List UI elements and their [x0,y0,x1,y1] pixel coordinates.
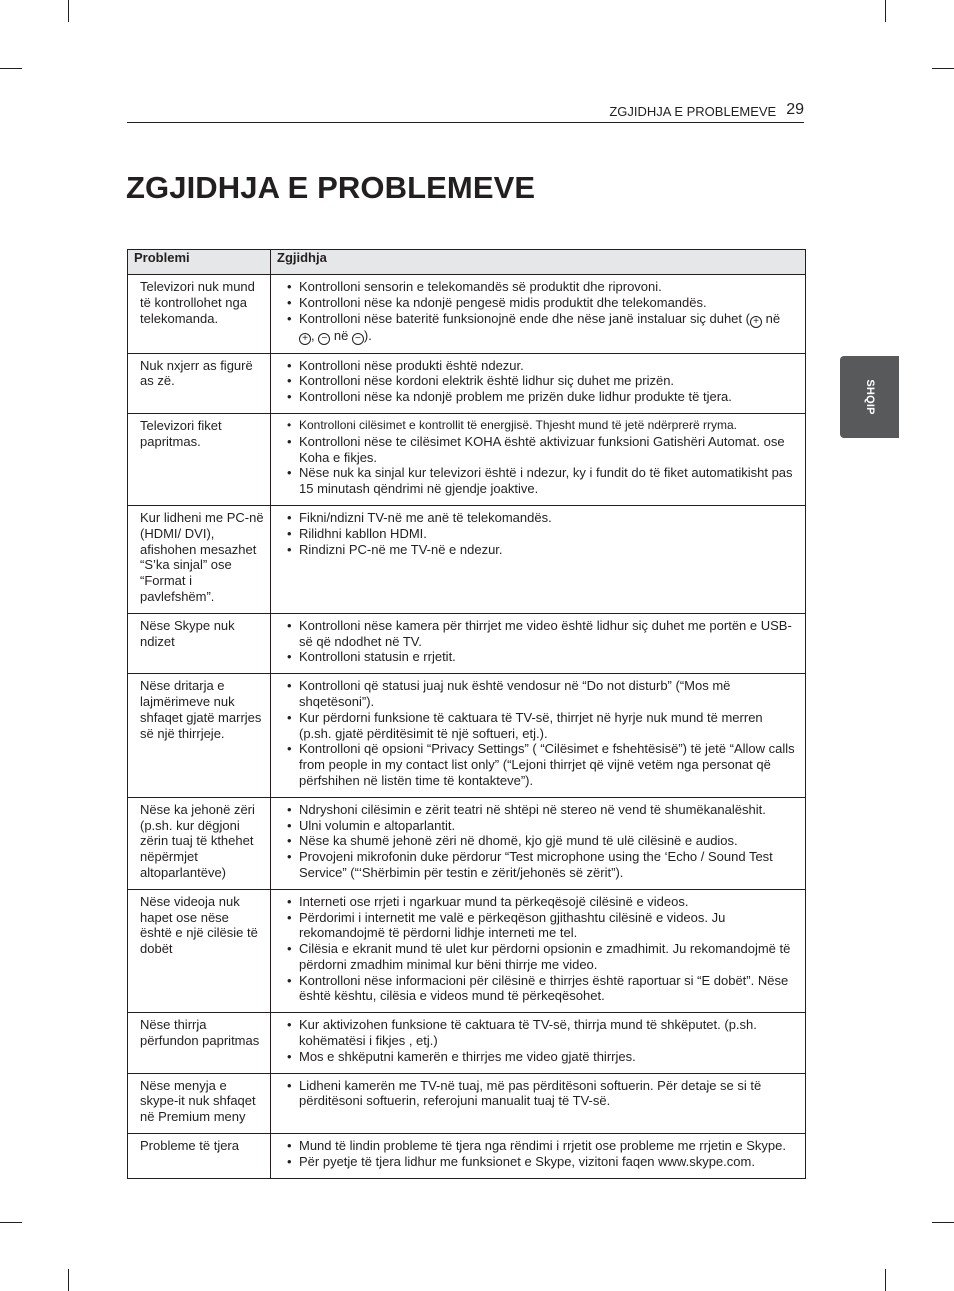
solution-list [285,1138,795,1170]
table-row [128,413,806,505]
solution-item: • Cilësia e ekranit mund të ulet kur përdorni opsionin e zmadhimit. Ju rekomandojmë të përdorni zmadhim minimal kur bëni thirrje me video. [285,941,795,973]
solution-item: • Ulni volumin e altoparlantit. [285,818,795,834]
solution-item: • Përdorimi i internetit me valë e përkeqëson gjithashtu cilësinë e videos. Ju rekomandojmë të përdorni lidhje interneti me tel. [285,910,795,942]
solution-item: • Nëse ka shumë jehonë zëri në dhomë, kjo gjë mund të ulë cilësinë e audios. [285,833,795,849]
solution-item: • Rindizni PC-në me TV-në e ndezur. [285,542,795,558]
page-title: ZGJIDHJA E PROBLEMEVE [126,170,536,205]
table-row [128,797,806,889]
table-header-row [128,250,806,275]
solution-cell [271,505,806,613]
solution-item: • Rilidhni kabllon HDMI. [285,526,795,542]
table-row [128,505,806,613]
solution-cell [271,1073,806,1133]
solution-item: • Për pyetje të tjera lidhur me funksionet e Skype, vizitoni faqen www.skype.com. [285,1154,795,1170]
solution-list [285,279,795,345]
battery-word: në [330,327,352,343]
solution-item: • Interneti ose rrjeti i ngarkuar mund ta përkeqësojë cilësinë e videos. [285,894,795,910]
language-side-tab [840,356,899,438]
solution-item: • Kontrolloni që statusi juaj nuk është vendosur në “Do not disturb” (“Mos më shqetësoni”). [285,678,795,710]
solution-list [285,894,795,1005]
solution-cell [271,275,806,354]
solution-cell [271,413,806,505]
table-row [128,1073,806,1133]
solution-item: • Kontrolloni sensorin e telekomandës së produktit dhe riprovoni. [285,279,795,295]
solution-list [285,1078,795,1110]
problem-cell: Probleme të tjera [128,1134,271,1179]
minus-circle-icon: − [318,333,330,345]
solution-list [285,418,795,497]
solution-item: • Ndryshoni cilësimin e zërit teatri në shtëpi në stereo në vend të shumëkanalëshit. [285,802,795,818]
solution-item: • Kur aktivizohen funksione të caktuara të TV-së, thirrja mund të shkëputet. (p.sh. kohëmatësi i fikjes , etj.) [285,1017,795,1049]
battery-comma: , [311,327,319,343]
solution-cell [271,1013,806,1073]
problem-cell: Nëse dritarja e lajmërimeve nuk shfaqet gjatë marrjes së një thirrjeje. [128,674,271,798]
problem-cell: Nëse thirrja përfundon papritmas [128,1013,271,1073]
language-side-tab-label: SHQIP [863,379,876,415]
crop-mark-top-right [885,0,886,22]
battery-text: Kontrolloni nëse bateritë funksionojnë ende dhe nëse janë instaluar siç duhet ( [299,310,750,326]
solution-list [285,1017,795,1064]
table-row [128,1134,806,1179]
table-row [128,613,806,673]
solution-cell [271,674,806,798]
solution-item: • Kur përdorni funksione të caktuara të TV-së, thirrjet në hyrje nuk mund të merren (p.sh. gjatë përditësimit të një softueri, etj.). [285,710,795,742]
crop-mark-right-bottom [932,1222,954,1223]
problem-cell: Nuk nxjerr as figurë as zë. [128,353,271,413]
table-row [128,674,806,798]
plus-circle-icon: + [750,316,762,328]
solution-cell [271,613,806,673]
solution-list [285,510,795,557]
plus-circle-icon: + [299,333,311,345]
running-header-section: ZGJIDHJA E PROBLEMEVE [609,104,777,119]
solution-item: • Provojeni mikrofonin duke përdorur “Test microphone using the ‘Echo / Sound Test Service” (“‘Shërbimin për testin e zërit/jehonës së zërit”). [285,849,795,881]
crop-mark-left-bottom [0,1222,22,1223]
solution-item: • Kontrolloni nëse te cilësimet KOHA është aktivizuar funksioni Gatishëri Automat. ose Koha e fikjes. [285,434,795,466]
solution-cell [271,353,806,413]
crop-mark-top-left [68,0,69,22]
solution-item: • Kontrolloni nëse kamera për thirrjet me video është lidhur siç duhet me portën e USB-së që ndodhet në TV. [285,618,795,650]
solution-item-battery [285,311,795,345]
solution-item: • Nëse nuk ka sinjal kur televizori është i ndezur, ky i fundit do të fiket automatikisht pas 15 minutash qëndrimi në gjendje joaktive. [285,465,795,497]
solution-item: • Mos e shkëputni kamerën e thirrjes me video gjatë thirrjes. [285,1049,795,1065]
minus-circle-icon: − [352,333,364,345]
solution-list [285,802,795,881]
running-header [127,100,804,123]
solution-item: • Kontrolloni nëse ka ndonjë problem me prizën duke lidhur produkte të tjera. [285,389,795,405]
problem-cell: Kur lidheni me PC-në (HDMI/ DVI), afishohen mesazhet “S’ka sinjal” ose “Format i pavlefshëm”. [128,505,271,613]
battery-word: në [761,310,781,326]
column-header-solution: Zgjidhja [271,250,806,275]
battery-close: ). [363,327,372,343]
solution-item: • Kontrolloni që opsioni “Privacy Settings” ( “Cilësimet e fshehtësisë”) të jetë “Allow calls from people in my contact list only” (“Lejoni thirrjet që vijnë vetëm nga personat që përfshihen në listën time të kontakteve”). [285,741,795,788]
solution-list [285,618,795,665]
table-row [128,889,806,1013]
solution-item: • Kontrolloni nëse ka ndonjë pengesë midis produktit dhe telekomandës. [285,295,795,311]
problem-cell: Nëse Skype nuk ndizet [128,613,271,673]
troubleshooting-table [127,249,806,1179]
crop-mark-bottom-left [68,1269,69,1291]
table-row [128,353,806,413]
solution-cell [271,889,806,1013]
solution-item: • Kontrolloni nëse informacioni për cilësinë e thirrjes është raportuar si “E dobët”. Nëse është kështu, cilësia e videos mund të përkeqësohet. [285,973,795,1005]
solution-list [285,678,795,789]
solution-item: • Lidheni kamerën me TV-në tuaj, më pas përditësoni softuerin. Për detaje se si të përditësoni softuerin, referojuni manualit tuaj të TV-së. [285,1078,795,1110]
solution-item: • Kontrolloni cilësimet e kontrollit të energjisë. Thjesht mund të jetë ndërprerë rryma. [285,418,795,434]
crop-mark-right-top [932,68,954,69]
column-header-problem: Problemi [128,250,271,275]
problem-cell: Nëse menyja e skype-it nuk shfaqet në Premium meny [128,1073,271,1133]
page-number: 29 [786,101,804,118]
solution-cell [271,797,806,889]
solution-list [285,358,795,405]
solution-item: • Kontrolloni nëse produkti është ndezur. [285,358,795,374]
crop-mark-bottom-right [885,1269,886,1291]
solution-item: • Mund të lindin probleme të tjera nga rëndimi i rrjetit ose probleme me rrjetin e Skype. [285,1138,795,1154]
problem-cell: Nëse videoja nuk hapet ose nëse është e një cilësie të dobët [128,889,271,1013]
solution-item: • Kontrolloni nëse kordoni elektrik është lidhur siç duhet me prizën. [285,373,795,389]
solution-item: • Fikni/ndizni TV-në me anë të telekomandës. [285,510,795,526]
solution-item: • Kontrolloni statusin e rrjetit. [285,649,795,665]
problem-cell: Televizori nuk mund të kontrollohet nga telekomanda. [128,275,271,354]
table-row [128,1013,806,1073]
crop-mark-left-top [0,68,22,69]
problem-cell: Nëse ka jehonë zëri (p.sh. kur dëgjoni zërin tuaj të kthehet nëpërmjet altoparlantëve) [128,797,271,889]
problem-cell: Televizori fiket papritmas. [128,413,271,505]
solution-cell [271,1134,806,1179]
table-row [128,275,806,354]
